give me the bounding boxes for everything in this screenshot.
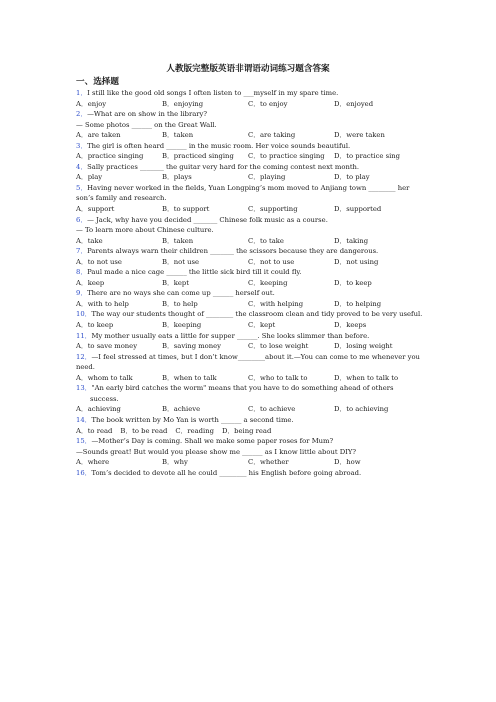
answer-option: A．achieving: [76, 405, 121, 414]
answer-option: C．not to use: [248, 257, 295, 266]
answer-options: [76, 99, 428, 110]
question-number: 1．: [76, 89, 88, 97]
line-text: — Jack, why have you decided _______ Chinese folk music as a course.: [87, 215, 328, 224]
answer-option: A．to read: [76, 426, 113, 435]
answer-option: C．supporting: [248, 205, 298, 214]
question-number: 16．: [76, 468, 92, 477]
line-text: Sally practices _______ the guitar very hard for the coming contest next month.: [87, 162, 360, 171]
line-text: The book written by Mo Yan is worth ______ a second time.: [91, 415, 294, 424]
question-text: [76, 352, 428, 373]
line-text: Tom’s decided to devote all he could ________ his English before going abroad.: [91, 468, 362, 477]
answer-option: C．reading: [175, 426, 214, 435]
question-text: [76, 267, 428, 278]
answer-option: A．to save money: [76, 342, 138, 351]
answer-options: [76, 299, 428, 310]
answer-option: D．to keep: [334, 278, 372, 287]
question-text: [76, 183, 428, 204]
question-number: 14．: [76, 415, 92, 424]
question-text: [76, 415, 428, 426]
answer-options: [76, 130, 428, 141]
answer-option: A．to keep: [76, 321, 114, 330]
question-text: [76, 331, 428, 342]
answer-option: B．why: [162, 458, 188, 467]
question-text: [76, 109, 428, 120]
question-number: 2．: [76, 110, 88, 119]
question-number: 8．: [76, 268, 88, 277]
question-number: 15．: [76, 437, 92, 446]
answer-option: B．not use: [162, 257, 200, 266]
answer-option: D．supported: [334, 205, 382, 214]
line-text: Having never worked in the fields, Yuan Longping’s mom moved to Anjiang town ________ her son’s family and research.: [76, 183, 410, 203]
answer-option: D．how: [334, 458, 361, 467]
question-number: 9．: [76, 289, 88, 298]
question-list: [76, 88, 428, 478]
line-text: "An early bird catches the worm" means that you have to do something ahead of others: [91, 384, 394, 393]
answer-option: C．kept: [248, 321, 276, 330]
dialogue-line: [76, 225, 428, 236]
line-text: —What are on show in the library?: [87, 110, 208, 119]
answer-option: D．enjoyed: [334, 99, 374, 108]
question-number: 13．: [76, 384, 92, 393]
answer-option: C．who to talk to: [248, 373, 308, 382]
question-text: [76, 436, 428, 447]
answer-option: C．with helping: [248, 299, 304, 308]
question-text: [76, 288, 428, 299]
answer-options: [76, 236, 428, 247]
line-text: —Mother’s Day is coming. Shall we make some paper roses for Mum?: [91, 437, 334, 446]
dialogue-line: [76, 120, 428, 131]
answer-option: B．saving money: [162, 342, 222, 351]
answer-option: B．to help: [162, 299, 198, 308]
answer-options: [76, 404, 428, 415]
answer-option: C．to take: [248, 236, 284, 245]
answer-option: B．taken: [162, 236, 194, 245]
question-text: [76, 468, 428, 479]
question-text: [76, 162, 428, 173]
line-text: I still like the good old songs I often listen to ___myself in my spare time.: [87, 89, 339, 97]
question-text: [76, 383, 428, 394]
question-text: [76, 141, 428, 152]
answer-option: C．whether: [248, 458, 289, 467]
answer-option: C．to lose weight: [248, 342, 309, 351]
answer-option: A．practice singing: [76, 152, 144, 161]
answer-option: A．support: [76, 205, 115, 214]
answer-option: B．kept: [162, 278, 190, 287]
answer-option: D．not using: [334, 257, 379, 266]
answer-options: [76, 341, 428, 352]
line-text: The way our students thought of ________ the classroom clean and tidy proved to be very useful.: [91, 310, 423, 319]
question-text: [76, 215, 428, 226]
line-text: Paul made a nice cage ______ the little sick bird till it could fly.: [87, 268, 302, 277]
answer-option: D．to helping: [334, 299, 382, 308]
answer-option: D．to play: [334, 173, 370, 182]
document-title: 人教版完整版英语非谓语动词练习题含答案: [166, 64, 330, 74]
line-text: Parents always warn their children _______ the scissors because they are dangerous.: [87, 247, 379, 256]
answer-option: D．keeps: [334, 321, 367, 330]
answer-option: D．were taken: [334, 131, 385, 140]
answer-option: A．are taken: [76, 131, 121, 140]
dialogue-line: [76, 447, 428, 458]
answer-option: C．are taking: [248, 131, 296, 140]
answer-option: D．to achieving: [334, 405, 389, 414]
line-text: — To learn more about Chinese culture.: [76, 226, 214, 235]
line-text: — Some photos ______ on the Great Wall.: [76, 120, 217, 129]
question-number: 3．: [76, 141, 88, 150]
answer-option: B．plays: [162, 173, 192, 182]
line-text: The girl is often heard ______ in the music room. Her voice sounds beautiful.: [87, 141, 351, 150]
question-number: 4．: [76, 162, 88, 171]
answer-option: D．to practice sing: [334, 152, 400, 161]
answer-option: B．enjoying: [162, 99, 204, 108]
answer-option: A．play: [76, 173, 103, 182]
answer-option: C．keeping: [248, 278, 288, 287]
answer-options: [76, 373, 428, 384]
section-heading: 一、选择题: [76, 77, 119, 87]
answer-option: A．take: [76, 236, 103, 245]
answer-option: C．to practice singing: [248, 152, 325, 161]
question-number: 11．: [76, 331, 92, 340]
answer-option: D．taking: [334, 236, 369, 245]
answer-option: B．achieve: [162, 405, 201, 414]
answer-option: D．when to talk to: [334, 373, 399, 382]
question-text: [76, 246, 428, 257]
answer-option: B．to support: [162, 205, 210, 214]
answer-option: B．keeping: [162, 321, 202, 330]
question-text: [76, 309, 428, 320]
answer-options: [76, 172, 428, 183]
answer-options: [76, 278, 428, 289]
answer-option: B．taken: [162, 131, 194, 140]
answer-option: B．when to talk: [162, 373, 217, 382]
answer-option: C．playing: [248, 173, 286, 182]
answer-option: A．to not use: [76, 257, 122, 266]
answer-option: A．with to help: [76, 299, 129, 308]
answer-option: A．keep: [76, 278, 105, 287]
question-number: 7．: [76, 247, 88, 256]
answer-options: [76, 204, 428, 215]
answer-options: [76, 257, 428, 268]
answer-option: D．being read: [221, 426, 272, 435]
line-text: —I feel stressed at times, but I don’t know________about it.—You can come to me whenever you need.: [76, 352, 420, 372]
answer-option: B．to be read: [120, 426, 168, 435]
question-text: [76, 88, 428, 99]
answer-option: A．where: [76, 458, 110, 467]
dialogue-line: [76, 394, 428, 405]
answer-option: C．to enjoy: [248, 99, 288, 108]
answer-options: [76, 151, 428, 162]
line-text: —Sounds great! But would you please show me ______ as I know little about DIY?: [76, 447, 356, 456]
question-number: 5．: [76, 183, 88, 192]
answer-options: [76, 457, 428, 468]
line-text: My mother usually eats a little for supper ______. She looks slimmer than before.: [91, 331, 370, 340]
line-text: There are no ways she can come up ______ herself out.: [87, 289, 275, 298]
answer-option: A．enjoy: [76, 99, 107, 108]
answer-option: A．whom to talk: [76, 373, 133, 382]
answer-option: D．losing weight: [334, 342, 393, 351]
line-text: success.: [90, 394, 119, 403]
answer-options: [76, 426, 428, 437]
answer-option: B．practiced singing: [162, 152, 234, 161]
answer-option: C．to achieve: [248, 405, 296, 414]
question-number: 12．: [76, 352, 92, 361]
question-number: 10．: [76, 310, 92, 319]
answer-options: [76, 320, 428, 331]
question-number: 6．: [76, 215, 88, 224]
